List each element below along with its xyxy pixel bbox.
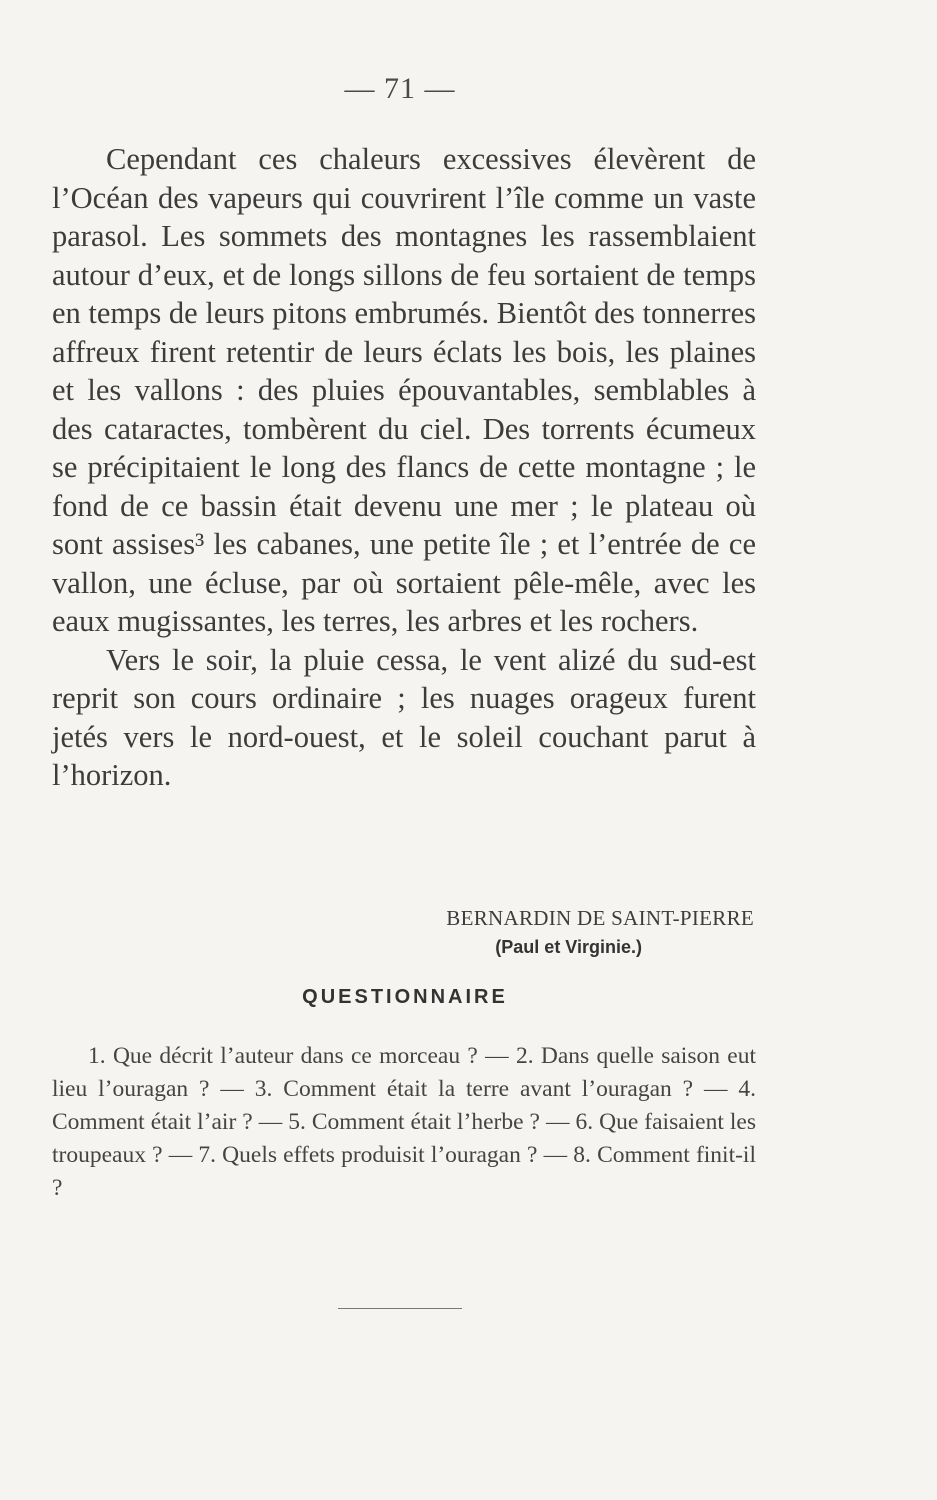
author-name: BERNARDIN DE SAINT-PIERRE: [446, 906, 754, 930]
divider-rule: [338, 1308, 462, 1309]
page-number: — 71 —: [344, 72, 456, 105]
paragraph-1: Cependant ces chaleurs excessives élevèrent de l’Océan des vapeurs qui couvrirent l’île comme un vaste parasol. Les sommets des montagnes les rassemblaient autour d’eux, et de longs sillons de feu sortaient de temps en temps de leurs pitons embrumés. Bientôt des tonnerres affreux firent retentir de leurs éclats les bois, les plaines et les vallons : des pluies épouvantables, semblables à des cataractes, tombèrent du ciel. Des torrents écumeux se précipitaient le long des flancs de cette montagne ; le fond de ce bassin était devenu une mer ; le plateau où sont assises³ les cabanes, une petite île ; et l’entrée de ce vallon, une écluse, par où sortaient pêle-mêle, avec les eaux mugissantes, les terres, les arbres et les rochers.: [52, 142, 756, 638]
attribution: [446, 904, 754, 962]
paragraph-2: Vers le soir, la pluie cessa, le vent alizé du sud-est reprit son cours ordinaire ; les nuages orageux furent jetés vers le nord-ouest, et le soleil couchant parut à l’horizon.: [52, 642, 756, 792]
questionnaire-heading: QUESTIONNAIRE: [302, 986, 508, 1008]
source-title: (Paul et Virginie.): [495, 937, 642, 957]
main-text: [52, 140, 756, 795]
questionnaire-text: 1. Que décrit l’auteur dans ce morceau ? — 2. Dans quelle saison eut lieu l’ouragan ? — 3. Comment était la terre avant l’ouragan ? — 4. Comment était l’air ? — 5. Comment était l’herbe ? — 6. Que faisaient les troupeaux ? — 7. Quels effets produisit l’ouragan ? — 8. Comment finit-il ?: [52, 1043, 756, 1201]
